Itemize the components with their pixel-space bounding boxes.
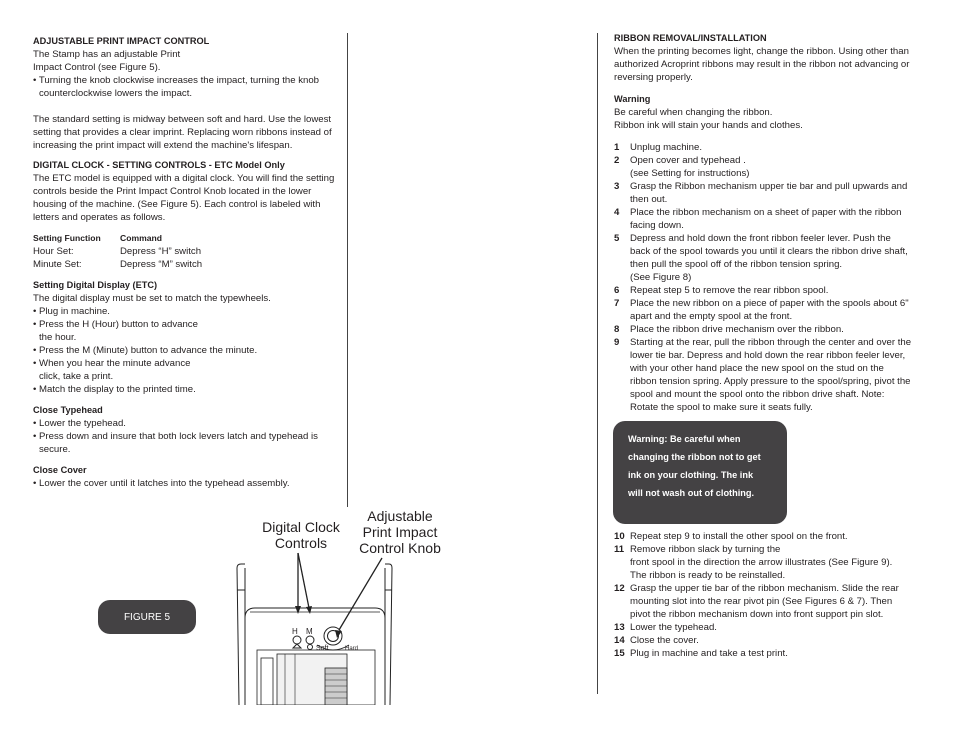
ribbon-steps bbox=[614, 141, 912, 414]
step-number: 5 bbox=[614, 233, 620, 244]
warnbox-line1: Warning: Be careful when bbox=[628, 434, 741, 444]
step-number: 3 bbox=[614, 181, 620, 192]
step-item bbox=[614, 154, 912, 180]
warnbox-line4: will not wash out of clothing. bbox=[628, 488, 755, 498]
column-divider-right bbox=[597, 33, 598, 694]
display-b2b: the hour. bbox=[39, 332, 77, 343]
settings-table bbox=[33, 232, 338, 271]
warnbox-line2: changing the ribbon not to get bbox=[628, 452, 761, 462]
step-body bbox=[630, 154, 749, 180]
step-number: 9 bbox=[614, 337, 620, 348]
display-b5: • Match the display to the printed time. bbox=[33, 384, 196, 395]
step-text: Plug in machine and take a test print. bbox=[630, 648, 788, 659]
step-text: Place the new ribbon on a piece of paper with the spools about 6" apart and the empty spool at the front. bbox=[630, 298, 909, 322]
step-number: 12 bbox=[614, 583, 625, 594]
display-b2: • Press the H (Hour) button to advance bbox=[33, 319, 198, 330]
step-item bbox=[614, 180, 912, 206]
soft-label: Soft bbox=[316, 645, 329, 652]
step-number: 10 bbox=[614, 531, 625, 542]
step-body bbox=[630, 180, 912, 206]
callout-knob-line2: Print Impact bbox=[362, 524, 438, 540]
left-column bbox=[33, 35, 338, 490]
step-body bbox=[630, 543, 892, 582]
step-text: Repeat step 9 to install the other spool on the front. bbox=[630, 531, 848, 542]
step-text: The ribbon is ready to be reinstalled. bbox=[630, 570, 786, 581]
warning-line2: Ribbon ink will stain your hands and clothes. bbox=[614, 120, 803, 131]
ribbon-title: RIBBON REMOVAL/INSTALLATION bbox=[614, 33, 767, 43]
callout-clock-line2: Controls bbox=[274, 535, 328, 551]
step-item bbox=[614, 543, 912, 582]
right-column bbox=[614, 32, 912, 414]
settings-row2-cmd: Depress “M” switch bbox=[120, 259, 203, 270]
step-body bbox=[630, 336, 912, 414]
settings-col1-header: Setting Function bbox=[33, 233, 101, 243]
settings-row2-fn: Minute Set: bbox=[33, 259, 82, 270]
step-body bbox=[630, 297, 912, 323]
step-text: Remove ribbon slack by turning the bbox=[630, 544, 781, 555]
machine-illustration bbox=[225, 550, 400, 705]
step-number: 1 bbox=[614, 142, 620, 153]
step-item bbox=[614, 336, 912, 414]
step-item bbox=[614, 284, 912, 297]
step-text: Repeat step 5 to remove the rear ribbon spool. bbox=[630, 285, 829, 296]
step-text: (See Figure 8) bbox=[630, 272, 692, 283]
step-item bbox=[614, 582, 912, 621]
display-b4: • When you hear the minute advance bbox=[33, 358, 191, 369]
column-divider-left bbox=[347, 33, 348, 507]
warnbox-line3: ink on your clothing. The ink bbox=[628, 470, 754, 480]
step-item bbox=[614, 530, 912, 543]
clock-para: The ETC model is equipped with a digital clock. You will find the setting controls beside the Print Impact Control Knob located in the lower housing of the machine. (See Figure 5). Each control is labeled with letters and operates as follows. bbox=[33, 173, 335, 223]
step-number: 2 bbox=[614, 155, 620, 166]
display-b4b: click, take a print. bbox=[39, 371, 114, 382]
step-body bbox=[630, 621, 717, 634]
typehead-b1: • Lower the typehead. bbox=[33, 418, 126, 429]
step-body bbox=[630, 530, 848, 543]
step-number: 15 bbox=[614, 648, 625, 659]
cover-title: Close Cover bbox=[33, 465, 87, 475]
step-item bbox=[614, 621, 912, 634]
step-text: Grasp the Ribbon mechanism upper tie bar and pull upwards and then out. bbox=[630, 181, 908, 205]
step-body bbox=[630, 634, 699, 647]
step-text: Lower the typehead. bbox=[630, 622, 717, 633]
impact-bullet: • Turning the knob clockwise increases the impact, turning the knob counterclockwise lowers the impact. bbox=[33, 75, 319, 99]
impact-title: ADJUSTABLE PRINT IMPACT CONTROL bbox=[33, 36, 210, 46]
step-item bbox=[614, 232, 912, 284]
step-number: 8 bbox=[614, 324, 620, 335]
callout-clock-line1: Digital Clock bbox=[262, 519, 340, 535]
step-number: 14 bbox=[614, 635, 625, 646]
step-text: Depress and hold down the front ribbon feeler lever. Push the back of the spool towards you until it clears the ribbon drive shaft, then pull the spool off of the ribbon tension spring. bbox=[630, 233, 908, 270]
settings-row1-cmd: Depress “H” switch bbox=[120, 246, 202, 257]
step-body bbox=[630, 206, 912, 232]
step-body bbox=[630, 647, 788, 660]
step-body bbox=[630, 323, 844, 336]
step-text: Place the ribbon drive mechanism over the ribbon. bbox=[630, 324, 844, 335]
m-switch-label: M bbox=[306, 627, 313, 636]
step-text: Open cover and typehead . bbox=[630, 155, 746, 166]
callout-knob-line3: Control Knob bbox=[359, 540, 441, 556]
settings-row1-fn: Hour Set: bbox=[33, 246, 74, 257]
hard-label: Hard bbox=[345, 646, 359, 652]
figure-5-label: FIGURE 5 bbox=[98, 600, 196, 634]
step-item bbox=[614, 323, 912, 336]
display-b3: • Press the M (Minute) button to advance the minute. bbox=[33, 345, 258, 356]
step-number: 6 bbox=[614, 285, 620, 296]
impact-line2: Impact Control (see Figure 5). bbox=[33, 62, 161, 73]
cover-b1: • Lower the cover until it latches into the typehead assembly. bbox=[33, 478, 290, 489]
ribbon-intro: When the printing becomes light, change the ribbon. Using other than authorized Acroprint ribbons may result in the ribbon not advancing or reversing properly. bbox=[614, 46, 910, 83]
display-intro: The digital display must be set to match the typewheels. bbox=[33, 293, 271, 304]
step-number: 7 bbox=[614, 298, 620, 309]
step-number: 11 bbox=[614, 544, 625, 555]
step-text: Close the cover. bbox=[630, 635, 699, 646]
typehead-b2: • Press down and insure that both lock levers latch and typehead is secure. bbox=[33, 431, 318, 455]
step-body bbox=[630, 284, 828, 297]
ribbon-steps-continued bbox=[614, 530, 912, 660]
warning-line1: Be careful when changing the ribbon. bbox=[614, 107, 773, 118]
warning-box bbox=[613, 421, 787, 524]
impact-para: The standard setting is midway between soft and hard. Use the lowest setting that provides a clear imprint. Replacing worn ribbons instead of increasing the print impact will extend the machine's lifespan. bbox=[33, 114, 332, 151]
step-item bbox=[614, 647, 912, 660]
step-body bbox=[630, 141, 702, 154]
step-text: Unplug machine. bbox=[630, 142, 702, 153]
step-text: Grasp the upper tie bar of the ribbon mechanism. Slide the rear mounting slot into the rear pivot pin (See Figures 6 & 7). Then pivot the ribbon mechanism down into front support pin slot. bbox=[630, 583, 899, 620]
callout-impact-knob bbox=[354, 508, 446, 556]
h-switch-label: H bbox=[292, 627, 298, 636]
step-item bbox=[614, 297, 912, 323]
step-number: 13 bbox=[614, 622, 625, 633]
warning-title: Warning bbox=[614, 94, 651, 104]
settings-col2-header: Command bbox=[120, 233, 163, 243]
typehead-title: Close Typehead bbox=[33, 405, 103, 415]
callout-knob-line1: Adjustable bbox=[367, 508, 433, 524]
impact-line1: The Stamp has an adjustable Print bbox=[33, 49, 181, 60]
step-item bbox=[614, 634, 912, 647]
clock-title: DIGITAL CLOCK - SETTING CONTROLS - ETC Model Only bbox=[33, 160, 285, 170]
step-item bbox=[614, 141, 912, 154]
display-title: Setting Digital Display (ETC) bbox=[33, 280, 158, 290]
step-number: 4 bbox=[614, 207, 620, 218]
display-b1: • Plug in machine. bbox=[33, 306, 110, 317]
step-text: front spool in the direction the arrow illustrates (See Figure 9). bbox=[630, 557, 893, 568]
step-text: Place the ribbon mechanism on a sheet of paper with the ribbon facing down. bbox=[630, 207, 902, 231]
step-body bbox=[630, 232, 912, 284]
callout-digital-clock bbox=[256, 519, 346, 551]
step-text: (see Setting for instructions) bbox=[630, 168, 750, 179]
step-body bbox=[630, 582, 912, 621]
step-text: Starting at the rear, pull the ribbon through the center and over the lower tie bar. Depress and hold down the rear ribbon feeler lever, with your other hand place the new spool on the stud on the ribbon tension spring. Apply pressure to the spool/spring, pivot the spool and mount the spool onto the ribbon drive shaft. Note: Rotate the spool to make sure it seats fully. bbox=[630, 337, 912, 413]
step-item bbox=[614, 206, 912, 232]
